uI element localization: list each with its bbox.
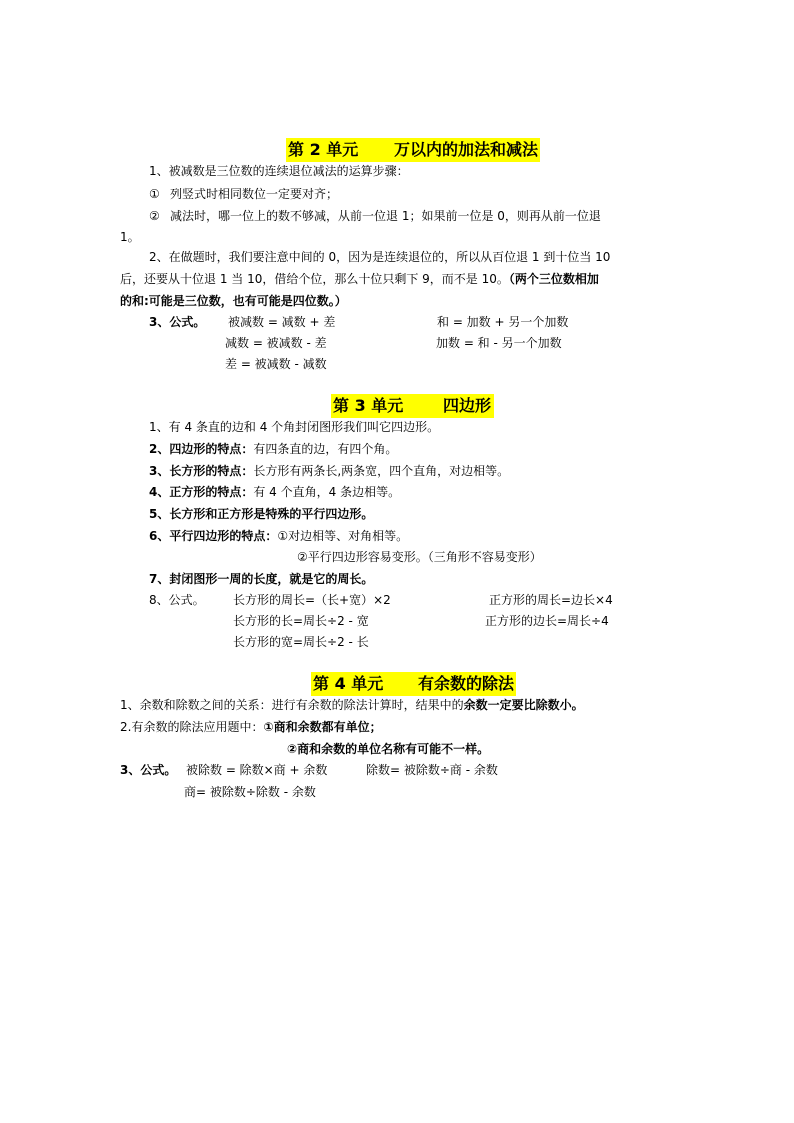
- unit3-formula-1: 长方形的周长=（长+宽）×2: [233, 593, 391, 607]
- unit4-item-2: [120, 718, 382, 736]
- unit2-step1-marker: ①: [149, 187, 160, 201]
- unit2-p1: 1、被减数是三位数的连续退位减法的运算步骤：: [149, 164, 409, 178]
- unit3-heading: [331, 394, 494, 418]
- unit3-item-4: [149, 483, 400, 501]
- unit3-item-6-bold: 6、平行四边形的特点：: [149, 529, 278, 543]
- unit3-item-2-bold: 2、四边形的特点：: [149, 442, 254, 456]
- unit2-step2-cont: 1。: [120, 230, 140, 244]
- unit3-formula-label: 8、公式。: [149, 593, 205, 607]
- unit3-item-7: 7、封闭图形一周的长度，就是它的周长。: [149, 572, 374, 586]
- unit4-formula-2: 除数= 被除数÷商 - 余数: [366, 763, 498, 777]
- unit4-heading: [311, 672, 516, 696]
- unit3-item-5: 5、长方形和正方形是特殊的平行四边形。: [149, 507, 374, 521]
- unit2-label: 第 2 单元: [288, 140, 359, 159]
- unit4-item-2-bold-a: ①商和余数都有单位；: [263, 720, 382, 734]
- unit3-item-3-text: 长方形有两条长,两条宽，四个直角，对边相等。: [253, 464, 510, 478]
- unit4-label: 第 4 单元: [313, 674, 384, 693]
- unit4-formula-label: 3、公式。: [120, 763, 177, 777]
- unit3-item-4-bold: 4、正方形的特点：: [149, 485, 254, 499]
- unit3-item-3: [149, 462, 509, 480]
- unit4-item-1-bold: 余数一定要比除数小。: [463, 698, 584, 712]
- unit2-step2-marker: ②: [149, 209, 160, 223]
- unit4-item-1-text: 1、余数和除数之间的关系：进行有余数的除法计算时，结果中的: [120, 698, 464, 712]
- unit3-formula-5: 长方形的宽=周长÷2 - 长: [233, 635, 369, 649]
- unit3-label: 第 3 单元: [333, 396, 404, 415]
- unit2-formula-2: 和 = 加数 + 另一个加数: [437, 315, 569, 329]
- unit2-formula-label: 3、公式。: [149, 315, 206, 329]
- unit2-heading: [286, 138, 540, 162]
- unit3-item-2: [149, 440, 397, 458]
- unit2-step2: 减法时，哪一位上的数不够减，从前一位退 1；如果前一位是 0，则再从前一位退: [170, 209, 601, 223]
- unit3-item-6a: ①对边相等、对角相等。: [277, 529, 409, 543]
- unit4-item-2-bold-b: ②商和余数的单位名称有可能不一样。: [287, 742, 490, 756]
- unit4-formula-1: 被除数 = 除数×商 + 余数: [186, 763, 328, 777]
- unit2-step1: 列竖式时相同数位一定要对齐；: [170, 187, 339, 201]
- unit2-p2-line2: [120, 270, 599, 288]
- unit2-formula-1: 被减数 = 减数 + 差: [228, 315, 336, 329]
- unit2-formula-3: 减数 = 被减数 - 差: [225, 336, 327, 350]
- unit4-formula-3: 商= 被除数÷除数 - 余数: [184, 785, 316, 799]
- unit3-formula-4: 正方形的边长=周长÷4: [485, 614, 609, 628]
- unit3-item-2-text: 有四条直的边，有四个角。: [253, 442, 398, 456]
- unit3-item-4-text: 有 4 个直角，4 条边相等。: [253, 485, 401, 499]
- unit4-item-2-text: 2.有余数的除法应用题中：: [120, 720, 264, 734]
- unit3-item-6: [149, 527, 408, 545]
- unit3-item-1: 1、有 4 条直的边和 4 个角封闭图形我们叫它四边形。: [149, 420, 440, 434]
- unit3-item-6b: ②平行四边形容易变形。（三角形不容易变形）: [297, 550, 542, 564]
- unit2-p2-line3: 的和:可能是三位数，也有可能是四位数。）: [120, 294, 347, 308]
- unit2-formula-4: 加数 = 和 - 另一个加数: [436, 336, 562, 350]
- unit4-title: 有余数的除法: [418, 674, 515, 693]
- unit3-title: 四边形: [443, 396, 492, 415]
- unit2-title: 万以内的加法和减法: [394, 140, 539, 159]
- unit2-p2-bold: （两个三位数相加: [508, 272, 599, 286]
- unit2-p2-line2-text: 后，还要从十位退 1 当 10，借给个位，那么十位只剩下 9，而不是 10。: [120, 272, 509, 286]
- unit3-item-3-bold: 3、长方形的特点：: [149, 464, 254, 478]
- unit2-formula-5: 差 = 被减数 - 减数: [225, 357, 327, 371]
- unit2-p2-line1: 2、在做题时，我们要注意中间的 0，因为是连续退位的，所以从百位退 1 到十位当 10: [149, 250, 611, 264]
- unit3-formula-3: 长方形的长=周长÷2 - 宽: [233, 614, 369, 628]
- unit3-formula-2: 正方形的周长=边长×4: [489, 593, 613, 607]
- unit4-item-1: [120, 696, 584, 714]
